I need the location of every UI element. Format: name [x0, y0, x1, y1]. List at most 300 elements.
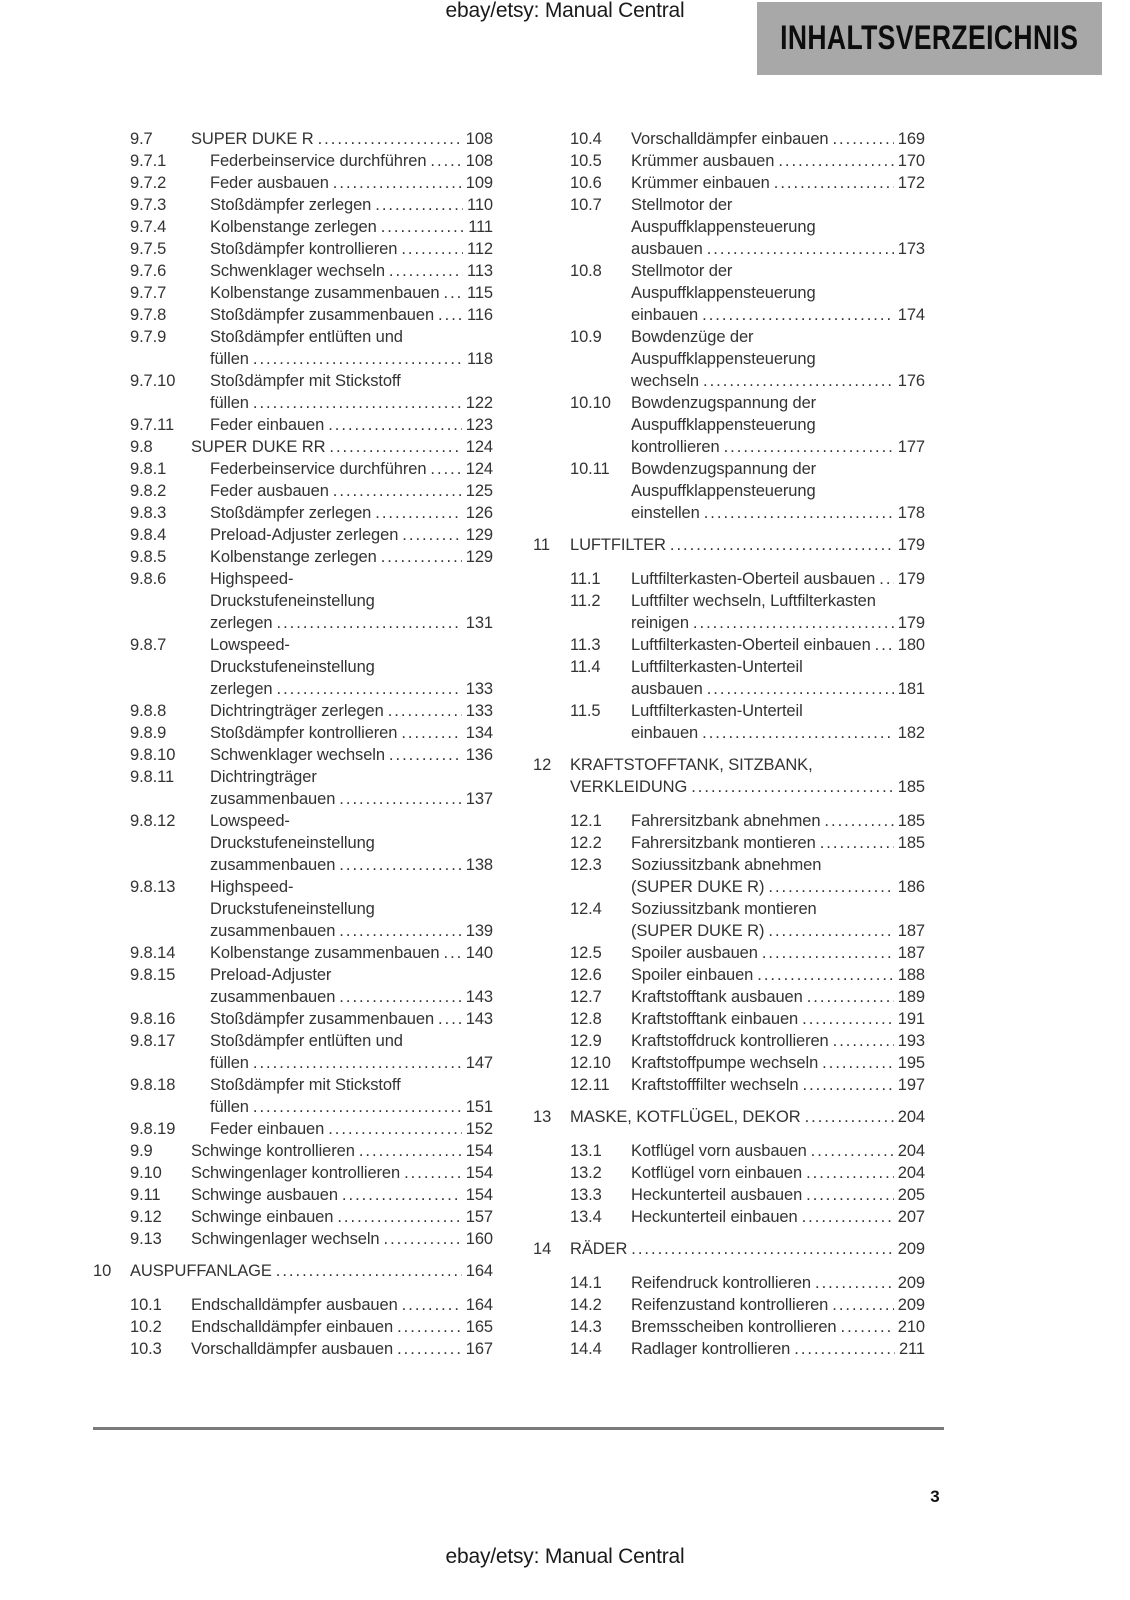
toc-entry-title: Bremsscheiben kontrollieren	[631, 1318, 837, 1336]
toc-entry-number: 9.8.12	[130, 812, 176, 830]
toc-entry	[533, 1162, 925, 1184]
toc-entry-title-block	[210, 480, 493, 502]
header-watermark: ebay/etsy: Manual Central	[445, 0, 685, 22]
toc-entry-number: 9.7.7	[130, 284, 167, 302]
toc-entry-last-line	[631, 150, 925, 172]
toc-entry	[93, 238, 493, 260]
toc-entry-last-line	[631, 1316, 925, 1338]
toc-entry	[93, 326, 493, 370]
toc-entry	[93, 216, 493, 238]
toc-entry	[533, 150, 925, 172]
toc-entry-number: 9.8.16	[130, 1010, 176, 1028]
toc-entry-page: 124	[465, 460, 493, 478]
toc-entry-number: 10.1	[130, 1296, 162, 1314]
toc-entry-title: füllen	[210, 394, 249, 412]
dot-leader	[339, 854, 461, 876]
toc-entry-title-block	[631, 458, 925, 524]
toc-entry-number: 9.8.6	[130, 570, 167, 588]
toc-entry-last-line	[631, 128, 925, 150]
dot-leader	[840, 1316, 893, 1338]
toc-entry-title-line: Druckstufeneinstellung	[210, 592, 375, 610]
toc-entry	[93, 1316, 493, 1338]
toc-entry-number: 9.9	[130, 1142, 153, 1160]
toc-entry-number: 12.5	[570, 944, 602, 962]
toc-entry-title-block	[210, 810, 493, 876]
dot-leader	[875, 634, 894, 656]
toc-entry-page: 160	[465, 1230, 493, 1248]
toc-entry-number: 11	[533, 536, 550, 554]
toc-entry-number: 12	[533, 756, 552, 774]
toc-entry	[93, 172, 493, 194]
toc-entry-title-line: Preload-Adjuster	[210, 966, 332, 984]
toc-entry-title-line: Stoßdämpfer entlüften und	[210, 1032, 403, 1050]
toc-entry-last-line	[191, 1206, 493, 1228]
toc-entry	[93, 370, 493, 414]
toc-entry-page: 147	[465, 1054, 493, 1072]
toc-entry-last-line	[210, 524, 493, 546]
toc-entry-number: 9.7.6	[130, 262, 167, 280]
toc-entry-title-line: Lowspeed-	[210, 812, 290, 830]
toc-entry-title-block	[631, 832, 925, 854]
toc-entry-title-block	[631, 1074, 925, 1096]
toc-entry-title-block	[191, 1184, 493, 1206]
toc-entry-title: AUSPUFFANLAGE	[130, 1262, 272, 1280]
toc-entry-title-block	[631, 172, 925, 194]
toc-entry	[93, 1140, 493, 1162]
toc-entry-title-block	[210, 1118, 493, 1140]
toc-entry-title-block	[210, 1074, 493, 1118]
toc-entry-last-line	[210, 678, 493, 700]
toc-entry-title-block	[191, 1294, 493, 1316]
toc-entry	[533, 832, 925, 854]
toc-entry-page: 157	[465, 1208, 493, 1226]
toc-entry-number: 9.7.5	[130, 240, 167, 258]
toc-entry-page: 113	[466, 262, 493, 280]
toc-entry-title-line: Bowdenzugspannung der	[631, 394, 817, 412]
dot-leader	[707, 238, 894, 260]
toc-entry-page: 187	[897, 922, 925, 940]
toc-entry-title: ausbauen	[631, 680, 703, 698]
toc-entry-last-line	[210, 920, 493, 942]
toc-entry-page: 197	[897, 1076, 925, 1094]
toc-entry-title: einbauen	[631, 306, 699, 324]
toc-entry-page: 210	[897, 1318, 925, 1336]
toc-entry-number: 9.8.9	[130, 724, 167, 742]
toc-entry-page: 165	[465, 1318, 493, 1336]
toc-entry-last-line	[191, 128, 493, 150]
toc-entry-number: 14.3	[570, 1318, 602, 1336]
toc-entry-title-block	[631, 700, 925, 744]
toc-entry-last-line	[631, 1052, 925, 1074]
toc-entry-last-line	[191, 1294, 493, 1316]
toc-entry	[93, 260, 493, 282]
toc-entry-last-line	[191, 1316, 493, 1338]
toc-entry-title-line: Auspuffklappensteuerung	[631, 416, 816, 434]
toc-entry	[533, 898, 925, 942]
toc-entry-last-line	[210, 1096, 493, 1118]
toc-entry-page: 167	[465, 1340, 493, 1358]
toc-entry-page: 129	[465, 526, 493, 544]
toc-entry-last-line	[210, 216, 493, 238]
toc-entry-page: 116	[466, 306, 493, 324]
toc-entry-number: 13.2	[570, 1164, 602, 1182]
toc-entry-number: 9.7.10	[130, 372, 176, 390]
toc-entry-last-line	[191, 436, 493, 458]
toc-entry-title: Schwinge ausbauen	[191, 1186, 338, 1204]
dot-leader	[443, 282, 463, 304]
toc-entry-number: 13.4	[570, 1208, 602, 1226]
toc-entry	[533, 172, 925, 194]
dot-leader	[631, 1238, 894, 1260]
dot-leader	[388, 700, 462, 722]
toc-entry	[93, 1162, 493, 1184]
toc-entry-title: Feder einbauen	[210, 416, 325, 434]
toc-entry-last-line	[191, 1228, 493, 1250]
toc-entry-number: 12.7	[570, 988, 602, 1006]
dot-leader	[333, 172, 462, 194]
toc-entry-page: 185	[897, 812, 925, 830]
toc-entry-last-line	[210, 458, 493, 480]
toc-entry	[533, 458, 925, 524]
toc-entry-last-line	[631, 1030, 925, 1052]
toc-entry-title-block	[210, 766, 493, 810]
toc-entry-title-block	[210, 282, 493, 304]
toc-entry-last-line	[210, 414, 493, 436]
dot-leader	[277, 678, 462, 700]
toc-entry-title: Fahrersitzbank montieren	[631, 834, 816, 852]
toc-entry-page: 170	[897, 152, 925, 170]
toc-entry-last-line	[631, 1162, 925, 1184]
toc-entry-number: 9.8.10	[130, 746, 176, 764]
dot-leader	[404, 1162, 462, 1184]
toc-entry-title-line: Highspeed-	[210, 878, 294, 896]
toc-entry	[93, 1338, 493, 1360]
toc-chapter-entry	[533, 1106, 925, 1128]
toc-entry-last-line	[631, 678, 925, 700]
toc-entry-last-line	[210, 1052, 493, 1074]
toc-entry-page: 195	[897, 1054, 925, 1072]
toc-entry-title-block	[570, 1238, 925, 1260]
toc-entry	[93, 634, 493, 700]
toc-entry-title-block	[210, 238, 493, 260]
dot-leader	[822, 1052, 894, 1074]
dot-leader	[707, 678, 894, 700]
toc-entry	[93, 458, 493, 480]
dot-leader	[318, 128, 462, 150]
footer-rule	[93, 1427, 944, 1430]
toc-entry-last-line	[210, 172, 493, 194]
toc-column-left	[93, 128, 493, 1360]
dot-leader	[768, 920, 893, 942]
toc-entry-title: Vorschalldämpfer ausbauen	[191, 1340, 394, 1358]
dot-leader	[693, 612, 894, 634]
toc-entry-number: 13.3	[570, 1186, 602, 1204]
toc-entry-last-line	[631, 370, 925, 392]
toc-entry-page: 211	[898, 1340, 925, 1358]
toc-entry	[533, 810, 925, 832]
toc-entry-number: 11.5	[570, 702, 601, 720]
toc-entry-title-block	[210, 568, 493, 634]
toc-entry-last-line	[210, 304, 493, 326]
toc-entry-number: 10.10	[570, 394, 611, 412]
toc-entry-last-line	[631, 810, 925, 832]
toc-entry-last-line	[631, 1184, 925, 1206]
toc-entry-page: 188	[897, 966, 925, 984]
toc-entry-number: 9.7.11	[130, 416, 175, 434]
toc-entry-number: 9.8.15	[130, 966, 176, 984]
toc-entry-title-block	[631, 1316, 925, 1338]
toc-entry	[93, 700, 493, 722]
toc-entry	[93, 1184, 493, 1206]
toc-entry-page: 179	[897, 614, 925, 632]
toc-entry	[533, 1184, 925, 1206]
toc-entry-title: Schwenklager wechseln	[210, 746, 385, 764]
toc-entry-title-block	[210, 964, 493, 1008]
dot-leader	[253, 392, 462, 414]
toc-entry-title-block	[210, 634, 493, 700]
toc-entry	[93, 194, 493, 216]
toc-entry-title-block	[631, 1162, 925, 1184]
toc-entry	[533, 326, 925, 392]
dot-leader	[811, 1140, 894, 1162]
footer-watermark: ebay/etsy: Manual Central	[445, 1545, 685, 1568]
dot-leader	[824, 810, 893, 832]
toc-entry-title: LUFTFILTER	[570, 536, 666, 554]
toc-entry-last-line	[210, 150, 493, 172]
dot-leader	[401, 722, 461, 744]
toc-entry-title-block	[631, 150, 925, 172]
dot-leader	[337, 1206, 461, 1228]
toc-entry-title-block	[631, 1184, 925, 1206]
toc-entry-number: 9.8.4	[130, 526, 167, 544]
dot-leader	[832, 1294, 894, 1316]
toc-entry-page: 179	[897, 536, 925, 554]
toc-entry-title: Feder einbauen	[210, 1120, 325, 1138]
toc-entry	[533, 1206, 925, 1228]
toc-entry	[533, 1140, 925, 1162]
toc-entry-page: 209	[897, 1296, 925, 1314]
toc-entry	[533, 1294, 925, 1316]
toc-entry-last-line	[631, 722, 925, 744]
toc-entry-last-line	[631, 502, 925, 524]
toc-entry	[93, 1228, 493, 1250]
dot-leader	[703, 370, 894, 392]
toc-entry-title-block	[191, 1206, 493, 1228]
dot-leader	[430, 150, 461, 172]
toc-entry-last-line	[631, 1008, 925, 1030]
toc-entry-last-line	[210, 612, 493, 634]
toc-entry-number: 9.8.11	[130, 768, 175, 786]
toc-entry	[93, 480, 493, 502]
dot-leader	[443, 942, 461, 964]
toc-entry-title-line: KRAFTSTOFFTANK, SITZBANK,	[570, 756, 813, 774]
toc-entry-title-block	[631, 1140, 925, 1162]
toc-entry	[93, 1118, 493, 1140]
toc-entry-title: Stoßdämpfer zusammenbauen	[210, 306, 435, 324]
toc-entry-last-line	[631, 436, 925, 458]
toc-entry-title: Kotflügel vorn ausbauen	[631, 1142, 807, 1160]
dot-leader	[724, 436, 894, 458]
toc-entry-last-line	[210, 546, 493, 568]
toc-entry-number: 9.8.1	[130, 460, 167, 478]
toc-entry-number: 12.4	[570, 900, 602, 918]
toc-entry-page: 207	[897, 1208, 925, 1226]
dot-leader	[383, 1228, 461, 1250]
toc-entry	[93, 524, 493, 546]
toc-entry-page: 133	[465, 680, 493, 698]
toc-entry-last-line	[210, 1118, 493, 1140]
toc-entry-title-block	[210, 1030, 493, 1074]
toc-entry-page: 204	[897, 1108, 925, 1126]
title-badge-text: INHALTSVERZEICHNIS	[780, 19, 1079, 57]
toc-entry-page: 115	[466, 284, 493, 302]
dot-leader	[794, 1338, 895, 1360]
toc-entry-title-block	[210, 194, 493, 216]
toc-entry-number: 10.4	[570, 130, 602, 148]
toc-entry-last-line	[631, 920, 925, 942]
toc-entry-title: Feder ausbauen	[210, 174, 329, 192]
dot-leader	[832, 128, 893, 150]
toc-entry-number: 14.4	[570, 1340, 602, 1358]
toc-entry	[93, 1074, 493, 1118]
toc-entry	[533, 1316, 925, 1338]
toc-entry-title: Radlager kontrollieren	[631, 1340, 791, 1358]
toc-entry	[93, 744, 493, 766]
toc-entry-page: 137	[465, 790, 493, 808]
dot-leader	[381, 216, 465, 238]
toc-entry-last-line	[210, 194, 493, 216]
toc-entry-number: 10.7	[570, 196, 602, 214]
toc-entry-title: Krümmer einbauen	[631, 174, 770, 192]
toc-entry-title-line: Luftfilterkasten-Unterteil	[631, 702, 803, 720]
toc-entry-title: Stoßdämpfer zerlegen	[210, 196, 372, 214]
dot-leader	[802, 1008, 894, 1030]
toc-entry-title: kontrollieren	[631, 438, 720, 456]
toc-entry-page: 154	[465, 1164, 493, 1182]
toc-entry-last-line	[210, 480, 493, 502]
toc-entry-last-line	[210, 348, 493, 370]
toc-entry	[533, 1052, 925, 1074]
toc-entry-title-line: Auspuffklappensteuerung	[631, 482, 816, 500]
dot-leader	[802, 1206, 894, 1228]
toc-entry-number: 12.6	[570, 966, 602, 984]
toc-entry-page: 136	[465, 746, 493, 764]
dot-leader	[401, 238, 463, 260]
dot-leader	[806, 1162, 894, 1184]
toc-entry-title-block	[631, 1294, 925, 1316]
toc-entry-title-block	[631, 898, 925, 942]
toc-entry-number: 10.2	[130, 1318, 162, 1336]
toc-entry-title-block	[631, 656, 925, 700]
toc-entry-last-line	[631, 1294, 925, 1316]
toc-entry-title: Endschalldämpfer einbauen	[191, 1318, 394, 1336]
dot-leader	[438, 304, 463, 326]
toc-entry-number: 9.7.3	[130, 196, 167, 214]
toc-entry-last-line	[570, 1106, 925, 1128]
toc-entry	[93, 568, 493, 634]
toc-entry-page: 180	[897, 636, 925, 654]
toc-entry-title-block	[631, 1206, 925, 1228]
toc-entry-page: 173	[897, 240, 925, 258]
toc-entry-title: Federbeinservice durchführen	[210, 460, 427, 478]
toc-entry-title: Endschalldämpfer ausbauen	[191, 1296, 398, 1314]
toc-entry-title-block	[631, 1052, 925, 1074]
toc-entry-title-block	[631, 590, 925, 634]
dot-leader	[389, 744, 462, 766]
toc-entry-number: 12.9	[570, 1032, 602, 1050]
toc-entry-page: 125	[465, 482, 493, 500]
toc-entry-number: 14.1	[570, 1274, 602, 1292]
toc-entry-title: ausbauen	[631, 240, 703, 258]
page-number: 3	[930, 1487, 940, 1506]
toc-entry-title-block	[631, 1338, 925, 1360]
dot-leader	[333, 480, 462, 502]
toc-entry-title: Luftfilterkasten-Oberteil einbauen	[631, 636, 871, 654]
dot-leader	[430, 458, 461, 480]
toc-entry-page: 112	[466, 240, 493, 258]
toc-entry-page: 134	[465, 724, 493, 742]
toc-entry-page: 164	[465, 1262, 493, 1280]
toc-entry-title-block	[210, 172, 493, 194]
toc-entry-last-line	[631, 986, 925, 1008]
toc-entry-page: 178	[897, 504, 925, 522]
toc-entry-number: 10.5	[570, 152, 602, 170]
toc-entry-last-line	[210, 788, 493, 810]
toc-entry-title: Kraftstoffpumpe wechseln	[631, 1054, 819, 1072]
toc-entry-title: Kolbenstange zusammenbauen	[210, 944, 440, 962]
toc-entry-last-line	[570, 776, 925, 798]
toc-entry-number: 9.10	[130, 1164, 162, 1182]
toc-entry-page: 111	[468, 218, 493, 236]
toc-entry	[533, 634, 925, 656]
toc-entry-last-line	[570, 534, 925, 556]
toc-entry-last-line	[210, 986, 493, 1008]
toc-entry	[93, 876, 493, 942]
toc-entry-last-line	[570, 1238, 925, 1260]
toc-entry-number: 9.8.3	[130, 504, 167, 522]
toc-entry	[533, 1338, 925, 1360]
dot-leader	[438, 1008, 462, 1030]
toc-entry-page: 139	[465, 922, 493, 940]
dot-leader	[381, 546, 462, 568]
toc-entry	[93, 964, 493, 1008]
toc-entry	[93, 1294, 493, 1316]
toc-entry-title: Preload-Adjuster zerlegen	[210, 526, 399, 544]
toc-entry-page: 204	[897, 1164, 925, 1182]
toc-entry-last-line	[130, 1260, 493, 1282]
toc-entry-number: 9.8.2	[130, 482, 167, 500]
dot-leader	[833, 1030, 894, 1052]
dot-leader	[762, 942, 894, 964]
toc-entry-title: Heckunterteil ausbauen	[631, 1186, 803, 1204]
toc-entry-number: 10.9	[570, 328, 602, 346]
toc-entry-title-block	[210, 150, 493, 172]
toc-entry	[533, 1074, 925, 1096]
toc-entry	[93, 502, 493, 524]
dot-leader	[702, 722, 894, 744]
toc-entry	[533, 590, 925, 634]
toc-entry	[533, 656, 925, 700]
toc-entry-title: wechseln	[631, 372, 699, 390]
toc-entry-title: Federbeinservice durchführen	[210, 152, 427, 170]
toc-entry-title-line: Druckstufeneinstellung	[210, 900, 375, 918]
toc-entry-page: 174	[897, 306, 925, 324]
toc-entry-page: 189	[897, 988, 925, 1006]
toc-entry-title: Krümmer ausbauen	[631, 152, 775, 170]
toc-entry-last-line	[210, 854, 493, 876]
toc-entry-page: 205	[897, 1186, 925, 1204]
toc-entry-page: 151	[465, 1098, 493, 1116]
